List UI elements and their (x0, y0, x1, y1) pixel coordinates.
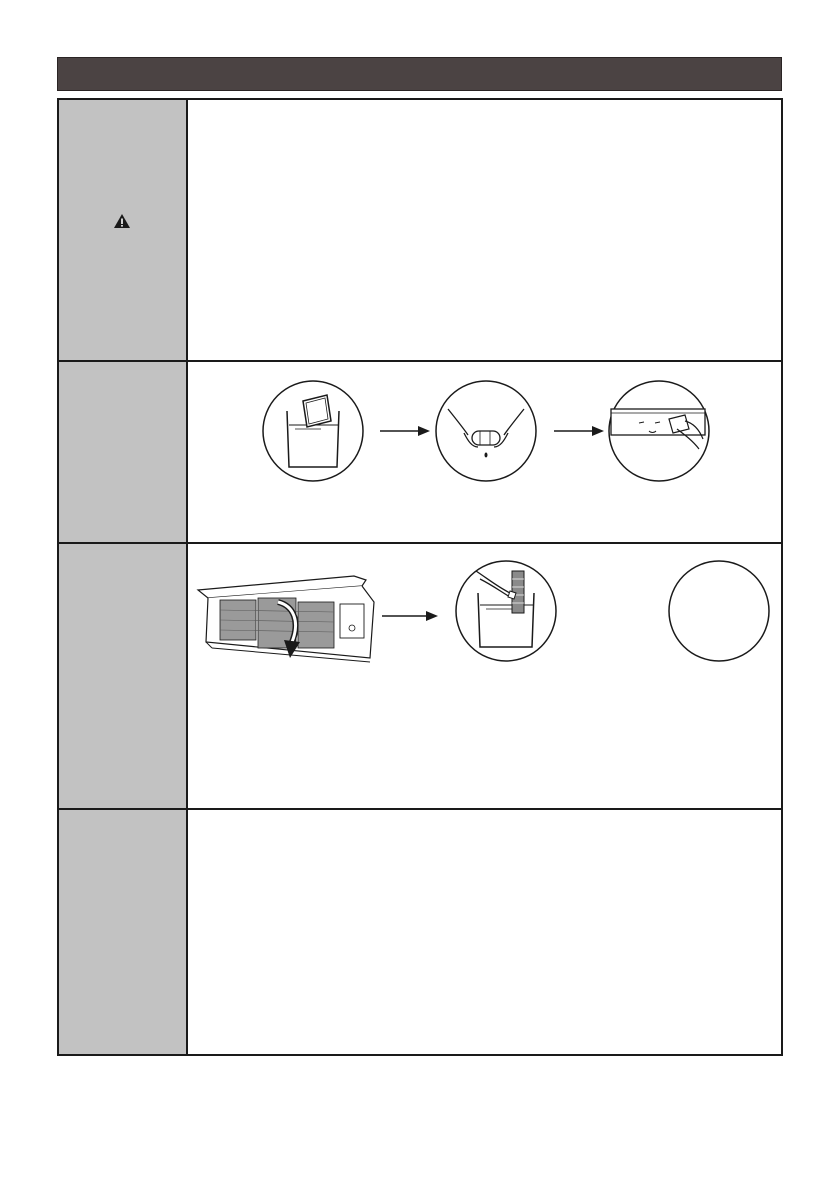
row-label-cell (59, 362, 188, 542)
row-label-cell (59, 810, 188, 1054)
soak-cloth-icon (261, 379, 365, 483)
table-row (59, 100, 781, 362)
table-row (59, 544, 781, 810)
row-label-cell (59, 544, 188, 808)
arrow-right-icon (380, 425, 430, 437)
wring-cloth-icon (434, 379, 538, 483)
maintenance-table (57, 98, 783, 1056)
row-content-cell (188, 810, 781, 1054)
remove-filter-icon (194, 562, 378, 666)
wipe-unit-icon (607, 379, 711, 483)
arrow-right-icon (554, 425, 604, 437)
section-header-bar (57, 57, 782, 91)
wash-filter-icon (454, 559, 558, 663)
row-content-cell (188, 362, 781, 542)
arrow-right-icon (382, 610, 438, 622)
table-row (59, 810, 781, 1054)
table-row (59, 362, 781, 544)
warning-triangle-icon (113, 213, 131, 229)
row-label-cell (59, 100, 188, 360)
row-content-cell (188, 100, 781, 360)
row-content-cell (188, 544, 781, 808)
empty-circle-icon (667, 559, 771, 663)
